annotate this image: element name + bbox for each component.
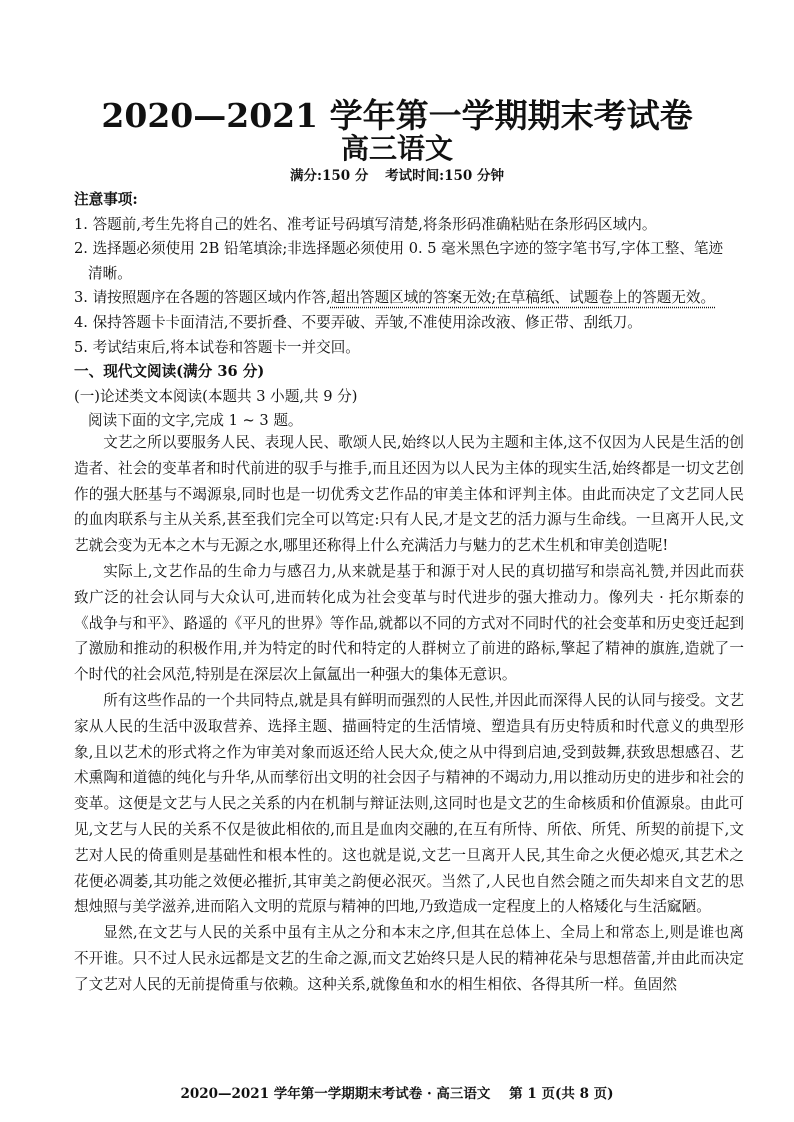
note-item: 2. 选择题必须使用 2B 铅笔填涂;非选择题必须使用 0. 5 毫米黑色字迹的签字笔书写,字体工整、笔迹 xyxy=(74,240,724,258)
note-item-part: 3. 请按照题序在各题的答题区域内作答, xyxy=(74,289,331,307)
subsection-heading: (一)论述类文本阅读(本题共 3 小题,共 9 分) xyxy=(74,387,358,405)
notes-heading: 注意事项: xyxy=(74,191,138,208)
passage-paragraph: 所有这些作品的一个共同特点,就是具有鲜明而强烈的人民性,并因此而深得人民的认同与接受。文艺家从人民的生活中汲取营养、选择主题、描画特定的生活情境、塑造具有历史特质和时代意义的典型形象,且以艺术的形式将之作为审美对象而返还给人民大众,使之从中得到启迪,受到鼓舞,获致思想感召、艺术熏陶和道德的纯化与升华,从而孳衍出文明的社会因子与精神的不竭动力,用以推动历史的进步和社会的变革。这便是文艺与人民之关系的内在机制与辩证法则,这同时也是文艺的生命核质和价值源泉。由此可见,文艺与人民的关系不仅是彼此相依的,而且是血肉交融的,在互有所恃、所依、所凭、所契的前提下,文艺对人民的倚重则是基础性和根本性的。这也就是说,文艺一旦离开人民,其生命之火便必熄灭,其艺术之花便必凋萎,其功能之效便必摧折,其审美之韵便必泯灭。当然了,人民也自然会随之而失却来自文艺的思想烛照与美学滋养,进而陷入文明的荒原与精神的凹地,乃致造成一定程度上的人格矮化与生活窳陋。 xyxy=(74,691,744,916)
reading-passage xyxy=(74,430,744,998)
note-emphasis: 超出答题区域的答案无效;在草稿纸、试题卷上的答题无效。 xyxy=(330,289,716,307)
section-heading: 一、现代文阅读(满分 36 分) xyxy=(74,363,265,381)
reading-instruction: 阅读下面的文字,完成 1 ~ 3 题。 xyxy=(88,412,303,430)
passage-paragraph: 实际上,文艺作品的生命力与感召力,从来就是基于和源于对人民的真切描写和崇高礼赞,并因此而获致广泛的社会认同与大众认可,进而转化成为社会变革与时代进步的强大推动力。像列夫 · 托尔斯泰的《战争与和平》、路遥的《平凡的世界》等作品,就都以不同的方式对不同时代的社会变革和历史变迁起到了激励和推动的积极作用,并为特定的时代和特定的人群树立了前进的路标,擎起了精神的旗旌,造就了一个时代的社会风范,特别是在深层次上氤氲出一种强大的集体无意识。 xyxy=(74,562,744,684)
exam-time: 考试时间:150 分钟 xyxy=(385,168,504,184)
note-item: 4. 保持答题卡卡面清洁,不要折叠、不要弄破、弄皱,不准使用涂改液、修正带、刮纸刀。 xyxy=(74,313,642,331)
page-footer: 2020—2021 学年第一学期期末考试卷 · 高三语文 第 1 页(共 8 页) xyxy=(180,1086,614,1102)
passage-paragraph: 显然,在文艺与人民的关系中虽有主从之分和本末之序,但其在总体上、全局上和常态上,则是谁也离不开谁。只不过人民永远都是文艺的生命之源,而文艺始终只是人民的精神花朵与思想蓓蕾,并由此而决定了文艺对人民的无前提倚重与依赖。这种关系,就像鱼和水的相生相依、各得其所一样。鱼固然 xyxy=(74,924,744,993)
note-item xyxy=(74,286,744,311)
note-item-continued: 清晰。 xyxy=(88,264,132,282)
passage-paragraph: 文艺之所以要服务人民、表现人民、歌颂人民,始终以人民为主题和主体,这不仅因为人民是生活的创造者、社会的变革者和时代前进的驭手与推手,而且还因为以人民为主体的现实生活,始终都是一切文艺创作的强大胚基与不竭源泉,同时也是一切优秀文艺作品的审美主体和评判主体。由此而决定了文艺同人民的血肉联系与主从关系,甚至我们完全可以笃定:只有人民,才是文艺的活力源与生命线。一旦离开人民,文艺就会变为无本之木与无源之水,哪里还称得上什么充满活力与魅力的艺术生机和审美创造呢! xyxy=(74,434,744,555)
exam-title: 2020—2021 学年第一学期期末考试卷 xyxy=(101,96,693,135)
notes-section xyxy=(74,188,744,434)
full-score: 满分:150 分 xyxy=(290,168,369,184)
exam-info xyxy=(0,167,794,185)
note-item: 1. 答题前,考生先将自己的姓名、准考证号码填写清楚,将条形码准确粘贴在条形码区域内。 xyxy=(74,215,657,233)
exam-subject: 高三语文 xyxy=(340,132,453,165)
note-item: 5. 考试结束后,将本试卷和答题卡一并交回。 xyxy=(74,338,360,356)
